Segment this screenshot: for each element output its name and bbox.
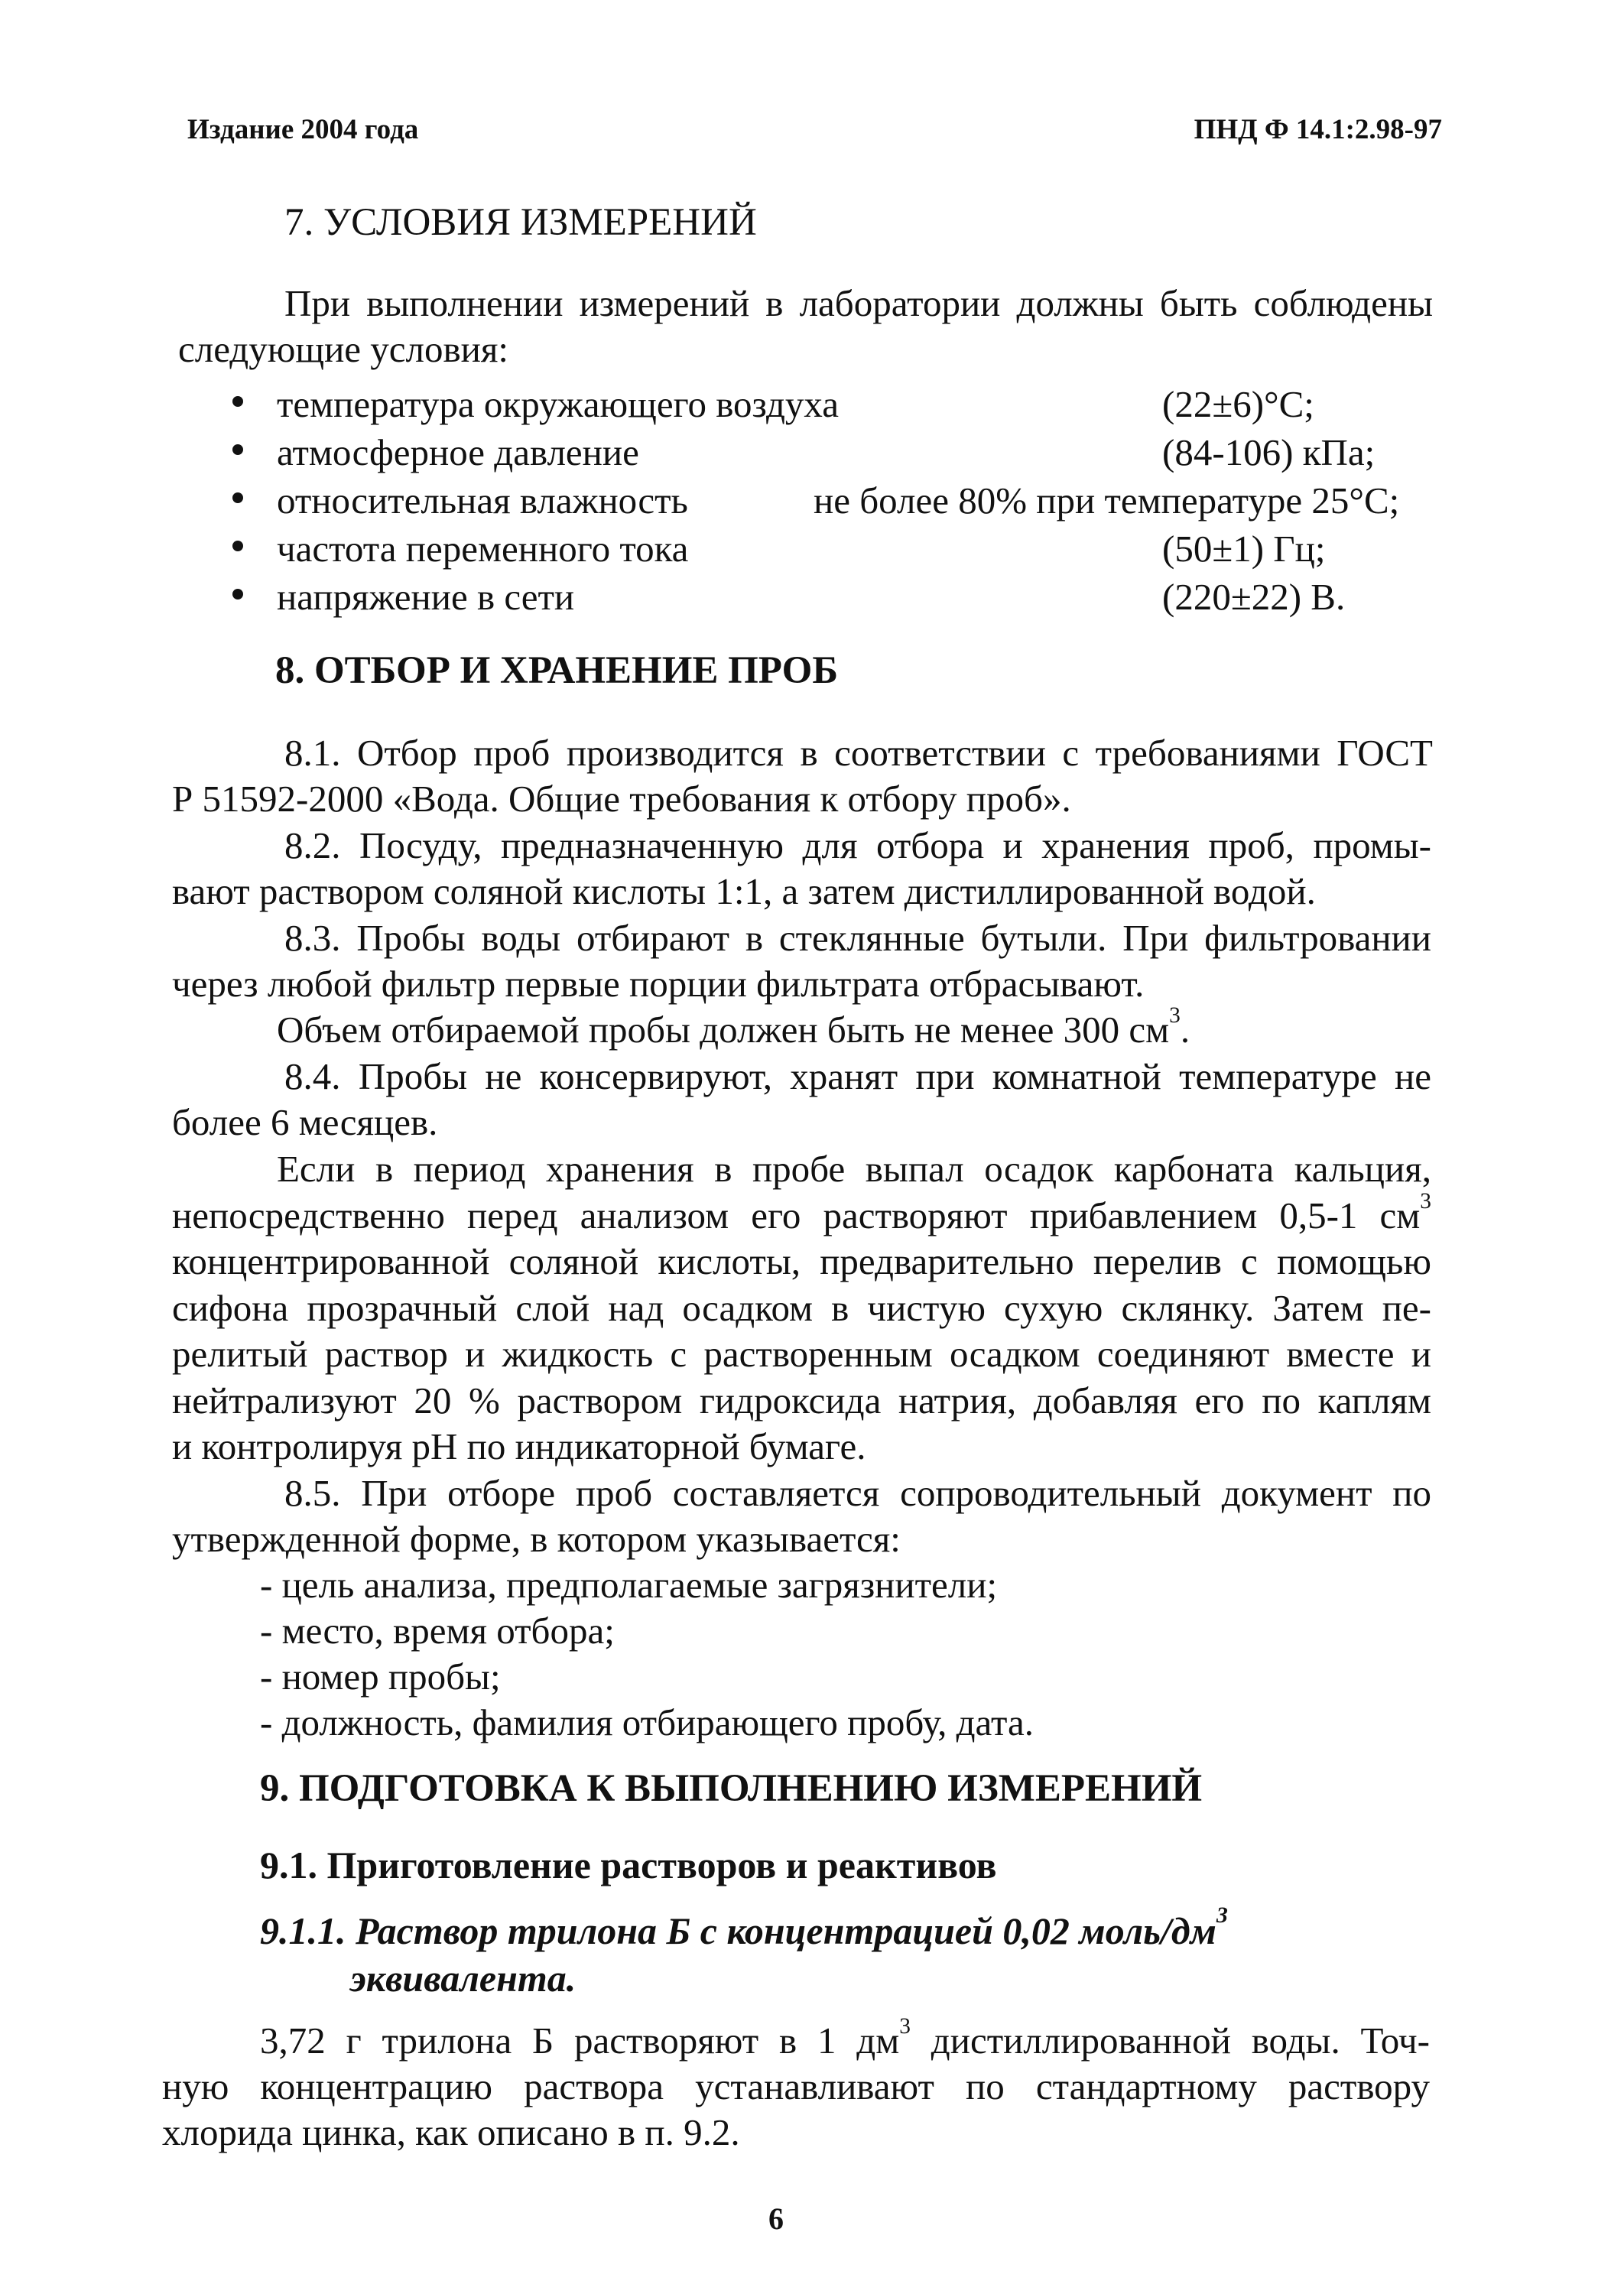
text: Объем отбираемой пробы должен быть не менее 300 см: [277, 1009, 1170, 1051]
section-9-title: 9. ПОДГОТОВКА К ВЫПОЛНЕНИЮ ИЗМЕРЕНИЙ: [260, 1767, 1203, 1810]
paragraph-line: нейтрализуют 20 % раствором гидроксида натрия, добавляя его по каплям: [172, 1379, 1431, 1422]
paragraph-line: Р 51592-2000 «Вода. Общие требования к отбору проб».: [172, 778, 1071, 820]
condition-item: [277, 431, 639, 473]
paragraph-line: ную концентрацию раствора устанавливают по стандартному раствору: [162, 2065, 1430, 2107]
paragraph-line: более 6 месяцев.: [172, 1101, 438, 1143]
superscript: 3: [899, 2014, 911, 2039]
condition-label: относительная влажность: [277, 479, 688, 522]
paragraph-line: 8.4. Пробы не консервируют, хранят при комнатной температуре не: [284, 1055, 1431, 1097]
condition-label: атмосферное давление: [277, 431, 639, 473]
paragraph-line: [172, 1189, 1431, 1236]
section-7-intro-line-2: следующие условия:: [178, 328, 509, 370]
condition-item: [277, 578, 574, 616]
paragraph-line: [277, 1003, 1190, 1051]
subsection-9-1-1-title-cont: эквивалента.: [350, 1957, 577, 2000]
condition-value: не более 80% при температуре 25°С;: [814, 479, 1400, 522]
text: 9.1.1. Раствор трилона Б с концентрацией 0,02 моль/дм: [260, 1909, 1216, 1952]
paragraph-line: 8.5. При отборе проб составляется сопроводительный документ по: [284, 1472, 1431, 1514]
subsection-9-1-1-title: [260, 1902, 1228, 1953]
paragraph-line: 8.3. Пробы воды отбирают в стеклянные бутыли. При фильтровании: [284, 917, 1431, 959]
list-item: - цель анализа, предполагаемые загрязнители;: [260, 1564, 998, 1606]
superscript: 3: [1216, 1902, 1228, 1928]
section-8-title: 8. ОТБОР И ХРАНЕНИЕ ПРОБ: [275, 649, 839, 692]
list-item: - место, время отбора;: [260, 1610, 615, 1652]
paragraph-line: хлорида цинка, как описано в п. 9.2.: [162, 2111, 740, 2153]
list-item: - должность, фамилия отбирающего пробу, дата.: [260, 1701, 1034, 1743]
paragraph-line: 8.1. Отбор проб производится в соответствии с требованиями ГОСТ: [284, 732, 1433, 774]
text: дистиллированной воды. Точ-: [910, 2019, 1430, 2062]
list-item: - номер пробы;: [260, 1656, 501, 1698]
paragraph-line: сифона прозрачный слой над осадком в чистую сухую склянку. Затем пе-: [172, 1287, 1431, 1329]
bullet: [232, 492, 243, 503]
page-number: 6: [768, 2201, 784, 2236]
header-document-code: ПНД Ф 14.1:2.98-97: [1194, 114, 1442, 145]
paragraph-line: релитый раствор и жидкость с растворенным осадком соединяют вместе и: [172, 1333, 1431, 1375]
superscript: 3: [1169, 1003, 1181, 1028]
paragraph-line: утвержденной форме, в котором указывается:: [172, 1518, 901, 1560]
superscript: 3: [1420, 1189, 1431, 1214]
condition-label: частота переменного тока: [277, 528, 689, 570]
bullet: [232, 396, 243, 407]
header-edition: Издание 2004 года: [187, 114, 419, 145]
paragraph-line: [260, 2014, 1430, 2062]
paragraph-line: Если в период хранения в пробе выпал осадок карбоната кальция,: [277, 1148, 1431, 1190]
paragraph-line: вают раствором соляной кислоты 1:1, а затем дистиллированной водой.: [172, 870, 1316, 912]
paragraph-line: концентрированной соляной кислоты, предварительно перелив с помощью: [172, 1240, 1431, 1282]
section-7-title: 7. УСЛОВИЯ ИЗМЕРЕНИЙ: [284, 201, 757, 244]
condition-value: (84-106) кПа;: [1162, 431, 1376, 473]
bullet: [232, 444, 243, 455]
condition-item: [277, 385, 839, 423]
condition-label: напряжение в сети: [277, 576, 575, 618]
text: .: [1180, 1009, 1190, 1051]
bullet: [232, 541, 243, 551]
text: непосредственно перед анализом его растворяют прибавлением 0,5-1 см: [172, 1194, 1421, 1236]
paragraph-line: 8.2. Посуду, предназначенную для отбора и хранения проб, промы-: [284, 824, 1431, 866]
paragraph-line: и контролируя pH по индикаторной бумаге.: [172, 1425, 866, 1467]
condition-value: (22±6)°С;: [1162, 383, 1314, 425]
condition-value: (50±1) Гц;: [1162, 528, 1326, 570]
condition-label: температура окружающего воздуха: [277, 383, 840, 425]
condition-item: [277, 528, 689, 570]
text: 3,72 г трилона Б растворяют в 1 дм: [260, 2019, 900, 2062]
section-7-intro-line-1: При выполнении измерений в лаборатории должны быть соблюдены: [284, 282, 1433, 324]
condition-value: (220±22) В.: [1162, 576, 1346, 618]
paragraph-line: через любой фильтр первые порции фильтрата отбрасывают.: [172, 963, 1145, 1005]
bullet: [232, 589, 243, 599]
subsection-9-1-title: 9.1. Приготовление растворов и реактивов: [260, 1844, 997, 1886]
condition-item: [277, 479, 688, 522]
